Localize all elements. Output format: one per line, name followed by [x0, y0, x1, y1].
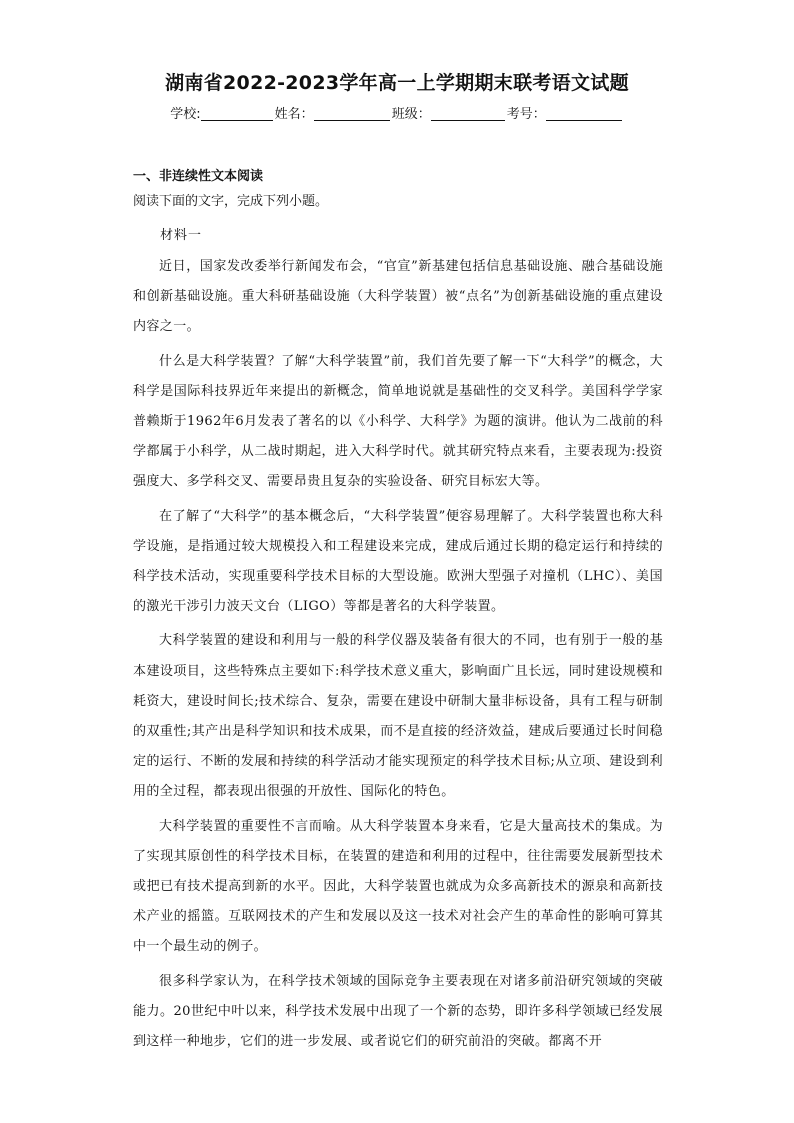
paragraph: 很多科学家认为，在科学技术领域的国际竞争主要表现在对诸多前沿研究领域的突破能力。20世纪中叶以来，科学技术发展中出现了一个新的态势，即许多科学领域已经发展到这样一种地步，它们的进一步发展、或者说它们的研究前沿的突破。都离不开	[133, 973, 663, 1050]
passage-body	[133, 252, 663, 1057]
paragraph: 近日，国家发改委举行新闻发布会，“官宣”新基建包括信息基础设施、融合基础设施和创新基础设施。重大科研基础设施（大科学装置）被“点名”为创新基础设施的重点建设内容之一。	[133, 259, 663, 335]
exam-no-blank	[546, 106, 622, 121]
reading-instruction: 阅读下面的文字，完成下列小题。	[133, 194, 329, 209]
school-label: 学校:	[170, 107, 201, 122]
paragraph: 在了解了“大科学”的基本概念后，“大科学装置”便容易理解了。大科学装置也称大科学设施，是指通过较大规模投入和工程建设来完成，建成后通过长期的稳定运行和持续的科学技术活动，实现重要科学技术目标的大型设施。欧洲大型强子对撞机（LHC）、美国的激光干涉引力波天文台（LIGO）等都是著名的大科学装置。	[133, 508, 663, 615]
student-info-line	[0, 103, 794, 122]
name-blank	[314, 106, 390, 121]
paragraph: 大科学装置的重要性不言而喻。从大科学装置本身来看，它是大量高技术的集成。为了实现其原创性的科学技术目标，在装置的建造和利用的过程中，往往需要发展新型技术或把已有技术提高到新的水平。因此，大科学装置也就成为众多高新技术的源泉和高新技术产业的摇篮。互联网技术的产生和发展以及这一技术对社会产生的革命性的影响可算其中一个最生动的例子。	[133, 818, 663, 955]
page-title: 湖南省2022-2023学年高一上学期期末联考语文试题	[165, 72, 629, 94]
material-label: 材料一	[160, 228, 203, 243]
class-label: 班级：	[391, 107, 431, 122]
section-heading: 一、非连续性文本阅读	[133, 169, 264, 184]
paragraph: 大科学装置的建设和利用与一般的科学仪器及装备有很大的不同，也有别于一般的基本建设项目，这些特殊点主要如下:科学技术意义重大，影响面广且长远，同时建设规模和耗资大，建设时间长;技术综合、复杂，需要在建设中研制大量非标设备，具有工程与研制的双重性;其产出是科学知识和技术成果，而不是直接的经济效益，建成后要通过长时间稳定的运行、不断的发展和持续的科学活动才能实现预定的科学技术目标;从立项、建设到利用的全过程，都表现出很强的开放性、国际化的特色。	[133, 633, 663, 800]
school-blank	[201, 106, 273, 121]
class-blank	[431, 106, 505, 121]
exam-no-label: 考号：	[506, 107, 546, 122]
paragraph: 什么是大科学装置？了解“大科学装置”前，我们首先要了解一下“大科学”的概念，大科学是国际科技界近年来提出的新概念，简单地说就是基础性的交叉科学。美国科学学家普赖斯于1962年6月发表了著名的以《小科学、大科学》为题的演讲。他认为二战前的科学都属于小科学，从二战时期起，进入大科学时代。就其研究特点来看，主要表现为:投资强度大、多学科交叉、需要昂贵且复杂的实验设备、研究目标宏大等。	[133, 353, 663, 490]
name-label: 姓名：	[274, 107, 314, 122]
